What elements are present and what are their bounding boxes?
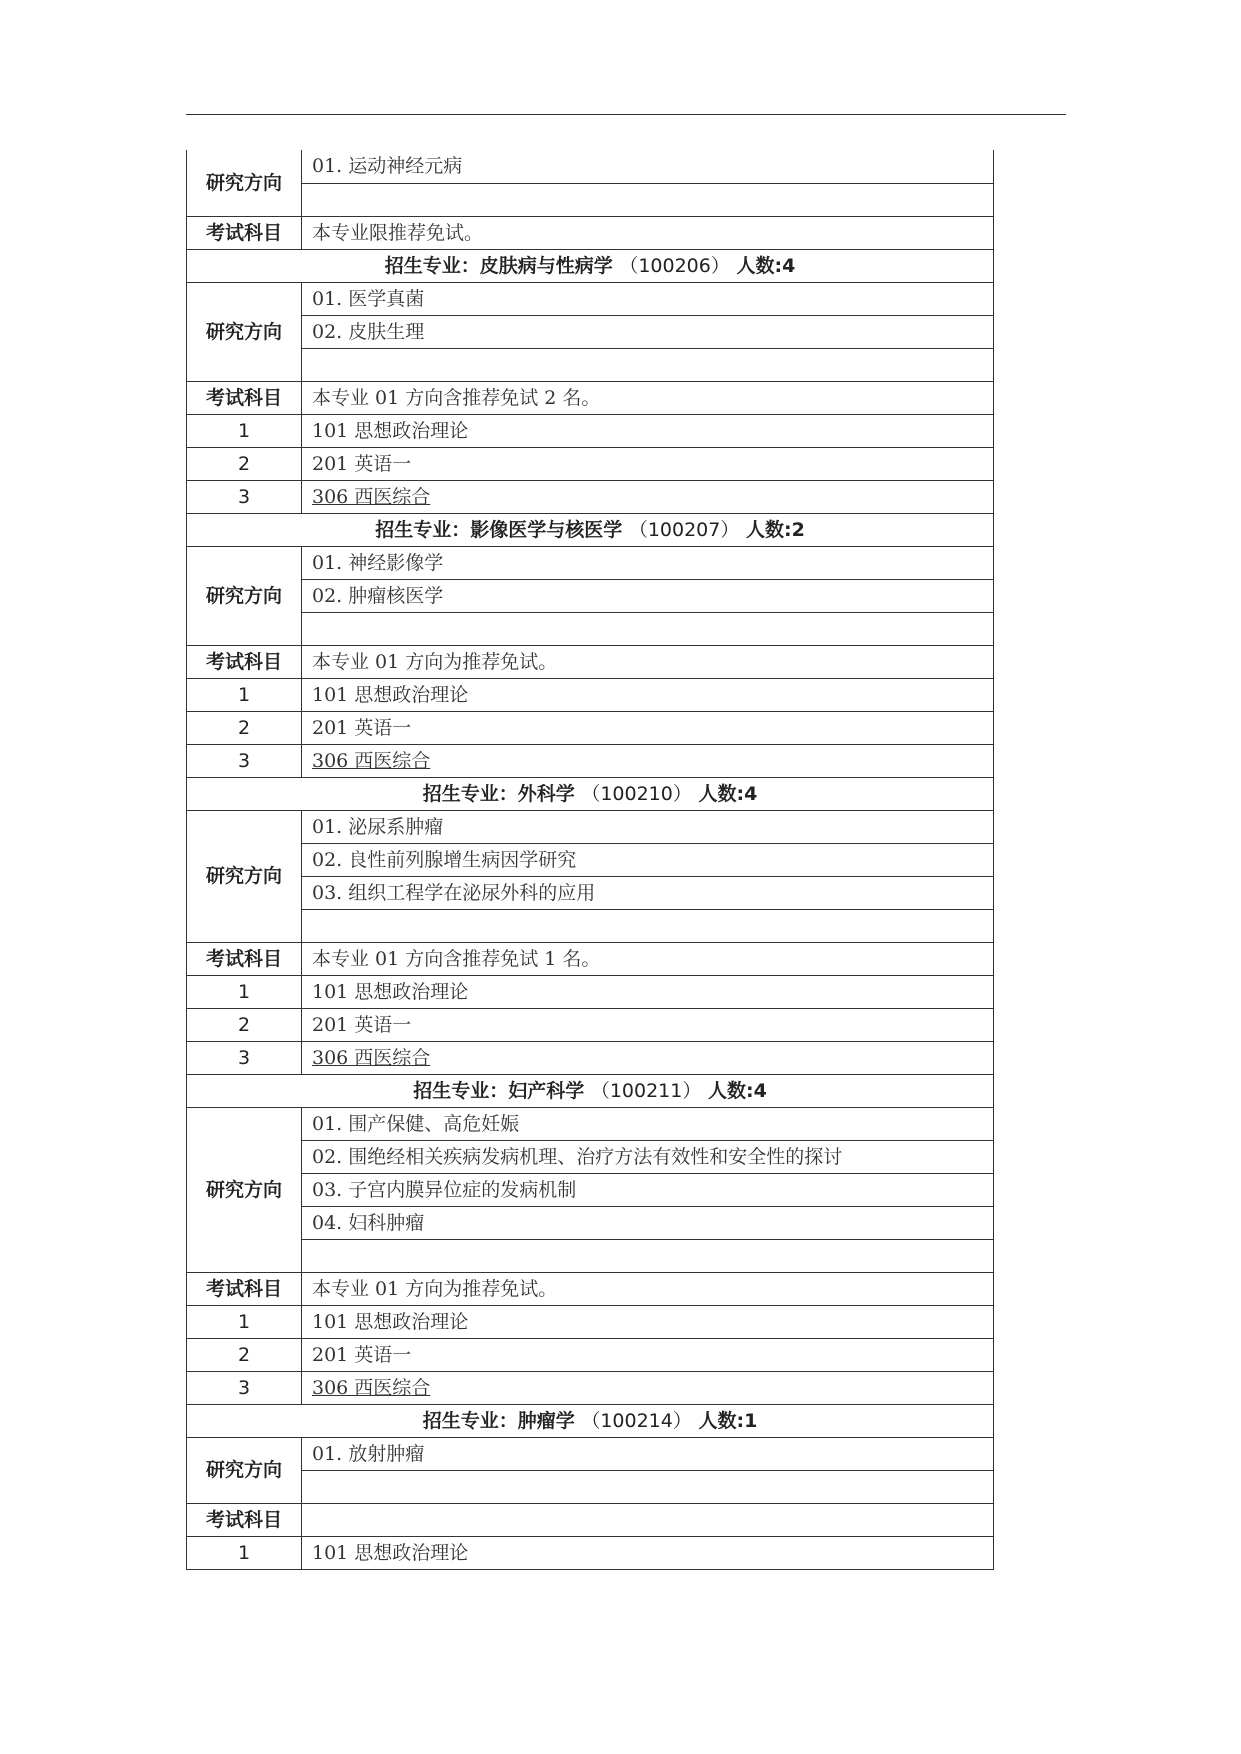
page-header-rule (186, 114, 1066, 115)
major-code: （100207） (628, 518, 740, 541)
major-count: 人数:1 (698, 1409, 758, 1432)
exam-note: 本专业 01 方向含推荐免试 2 名。 (302, 381, 994, 414)
direction-item: 04. 妇科肿瘤 (302, 1206, 994, 1239)
direction-row-empty (187, 612, 994, 645)
direction-row (187, 1437, 994, 1470)
subject-link[interactable]: 306 西医综合 (312, 749, 431, 772)
subject-link[interactable]: 306 西医综合 (312, 1376, 431, 1399)
direction-row (187, 876, 994, 909)
subject-name: 201 英语一 (302, 447, 994, 480)
subject-number: 1 (187, 414, 302, 447)
major-count: 人数:4 (698, 782, 758, 805)
direction-item: 01. 泌尿系肿瘤 (302, 810, 994, 843)
direction-label: 研究方向 (187, 282, 302, 381)
subject-row (187, 1371, 994, 1404)
direction-row (187, 1140, 994, 1173)
direction-row (187, 579, 994, 612)
major-name: 招生专业：妇产科学 (413, 1079, 585, 1102)
major-header (187, 1404, 994, 1437)
major-name: 招生专业：肿瘤学 (422, 1409, 575, 1432)
subject-row (187, 1008, 994, 1041)
major-count: 人数:4 (736, 254, 796, 277)
subject-number: 3 (187, 480, 302, 513)
direction-item: 03. 组织工程学在泌尿外科的应用 (302, 876, 994, 909)
exam-label: 考试科目 (187, 645, 302, 678)
direction-row (187, 150, 994, 183)
direction-item: 03. 子宫内膜异位症的发病机制 (302, 1173, 994, 1206)
subject-name: 101 思想政治理论 (302, 975, 994, 1008)
subject-link-cell (302, 1041, 994, 1074)
subject-name: 101 思想政治理论 (302, 1305, 994, 1338)
major-name: 招生专业：外科学 (422, 782, 575, 805)
subject-row (187, 1305, 994, 1338)
subject-number: 3 (187, 1041, 302, 1074)
major-header (187, 513, 994, 546)
major-header-row (187, 513, 994, 546)
subject-row (187, 975, 994, 1008)
subject-number: 1 (187, 1536, 302, 1569)
subject-number: 1 (187, 1305, 302, 1338)
direction-row-empty (187, 1470, 994, 1503)
exam-label: 考试科目 (187, 381, 302, 414)
direction-row-empty (187, 348, 994, 381)
exam-row (187, 645, 994, 678)
direction-item: 02. 良性前列腺增生病因学研究 (302, 843, 994, 876)
subject-row (187, 711, 994, 744)
direction-row-empty (187, 1239, 994, 1272)
exam-row (187, 1503, 994, 1536)
subject-link-cell (302, 744, 994, 777)
major-code: （100206） (619, 254, 730, 277)
major-header-row (187, 249, 994, 282)
subject-number: 2 (187, 711, 302, 744)
major-header-row (187, 777, 994, 810)
major-header (187, 249, 994, 282)
direction-item: 02. 皮肤生理 (302, 315, 994, 348)
major-code: （100210） (581, 782, 692, 805)
exam-row (187, 381, 994, 414)
subject-name: 101 思想政治理论 (302, 678, 994, 711)
subject-row (187, 1041, 994, 1074)
major-header (187, 1074, 994, 1107)
major-code: （100214） (581, 1409, 692, 1432)
direction-item: 01. 围产保健、高危妊娠 (302, 1107, 994, 1140)
direction-row-empty (187, 183, 994, 216)
direction-row (187, 315, 994, 348)
exam-row (187, 942, 994, 975)
direction-row-empty (187, 909, 994, 942)
direction-label: 研究方向 (187, 1437, 302, 1503)
exam-note: 本专业 01 方向含推荐免试 1 名。 (302, 942, 994, 975)
major-count: 人数:4 (707, 1079, 767, 1102)
subject-row (187, 1338, 994, 1371)
direction-row (187, 810, 994, 843)
direction-row (187, 282, 994, 315)
direction-label: 研究方向 (187, 1107, 302, 1272)
subject-name: 201 英语一 (302, 1008, 994, 1041)
exam-label: 考试科目 (187, 1503, 302, 1536)
subject-row (187, 1536, 994, 1569)
subject-number: 3 (187, 1371, 302, 1404)
subject-name: 101 思想政治理论 (302, 414, 994, 447)
subject-link[interactable]: 306 西医综合 (312, 485, 431, 508)
subject-number: 3 (187, 744, 302, 777)
exam-row (187, 1272, 994, 1305)
direction-row (187, 843, 994, 876)
subject-link-cell (302, 1371, 994, 1404)
direction-item: 01. 医学真菌 (302, 282, 994, 315)
exam-note: 本专业限推荐免试。 (302, 216, 994, 249)
subject-row (187, 678, 994, 711)
direction-row (187, 1107, 994, 1140)
major-header-row (187, 1404, 994, 1437)
subject-row (187, 744, 994, 777)
direction-label: 研究方向 (187, 150, 302, 216)
exam-label: 考试科目 (187, 942, 302, 975)
direction-row (187, 546, 994, 579)
direction-item: 01. 运动神经元病 (302, 150, 994, 183)
direction-label: 研究方向 (187, 810, 302, 942)
direction-row (187, 1173, 994, 1206)
exam-note (302, 1503, 994, 1536)
direction-item: 02. 围绝经相关疾病发病机理、治疗方法有效性和安全性的探讨 (302, 1140, 994, 1173)
major-header-row (187, 1074, 994, 1107)
direction-item: 02. 肿瘤核医学 (302, 579, 994, 612)
exam-note: 本专业 01 方向为推荐免试。 (302, 645, 994, 678)
major-name: 招生专业：影像医学与核医学 (375, 518, 623, 541)
subject-number: 2 (187, 1338, 302, 1371)
direction-label: 研究方向 (187, 546, 302, 645)
subject-number: 2 (187, 1008, 302, 1041)
subject-name: 101 思想政治理论 (302, 1536, 994, 1569)
direction-row (187, 1206, 994, 1239)
subject-number: 1 (187, 678, 302, 711)
subject-number: 1 (187, 975, 302, 1008)
subject-row (187, 480, 994, 513)
major-count: 人数:2 (745, 518, 805, 541)
major-header (187, 777, 994, 810)
exam-label: 考试科目 (187, 1272, 302, 1305)
exam-note: 本专业 01 方向为推荐免试。 (302, 1272, 994, 1305)
direction-item: 01. 神经影像学 (302, 546, 994, 579)
subject-row (187, 447, 994, 480)
exam-label: 考试科目 (187, 216, 302, 249)
subject-link[interactable]: 306 西医综合 (312, 1046, 431, 1069)
enrollment-table (186, 150, 994, 1570)
subject-name: 201 英语一 (302, 711, 994, 744)
subject-link-cell (302, 480, 994, 513)
subject-row (187, 414, 994, 447)
subject-name: 201 英语一 (302, 1338, 994, 1371)
direction-item: 01. 放射肿瘤 (302, 1437, 994, 1470)
major-code: （100211） (590, 1079, 702, 1102)
subject-number: 2 (187, 447, 302, 480)
major-name: 招生专业：皮肤病与性病学 (384, 254, 613, 277)
exam-row (187, 216, 994, 249)
